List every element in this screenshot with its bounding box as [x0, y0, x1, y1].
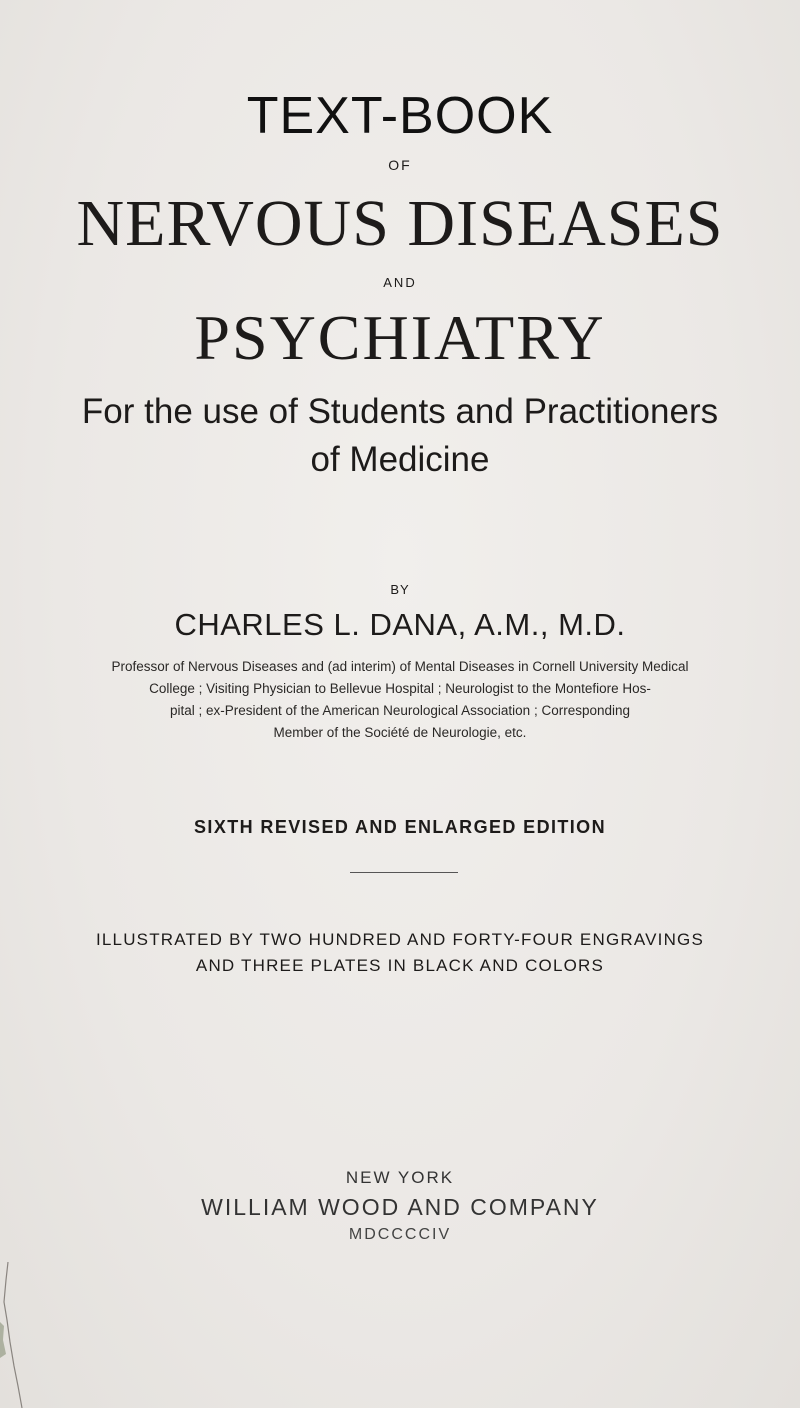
by-label: BY	[390, 582, 410, 597]
page-edge-mark	[0, 1262, 60, 1408]
title-and: AND	[383, 275, 417, 290]
author-name: CHARLES L. DANA, A.M., M.D.	[174, 607, 626, 642]
credentials-line: pital ; ex-President of the American Neurological Association ; Corresponding	[170, 703, 630, 718]
subtitle-line-1: For the use of Students and Practitioners	[81, 392, 719, 431]
credentials-line: Member of the Société de Neurologie, etc.	[273, 725, 527, 740]
illustrations-line-1: ILLUSTRATED BY TWO HUNDRED AND FORTY-FOUR ENGRAVINGS	[95, 930, 705, 949]
title-line-textbook: TEXT-BOOK	[246, 87, 554, 145]
title-of: OF	[388, 157, 412, 173]
title-line-psychiatry: PSYCHIATRY	[194, 302, 606, 373]
credentials-line: College ; Visiting Physician to Bellevue Hospital ; Neurologist to the Montefiore Hos-	[149, 681, 651, 696]
illustrations-line-2: AND THREE PLATES IN BLACK AND COLORS	[195, 956, 605, 975]
credentials-line: Professor of Nervous Diseases and (ad interim) of Mental Diseases in Cornell University Medical	[111, 659, 689, 674]
imprint-publisher: WILLIAM WOOD AND COMPANY	[201, 1194, 599, 1220]
title-line-nervous-diseases: NERVOUS DISEASES	[76, 187, 724, 260]
imprint-date: MDCCCCIV	[348, 1226, 452, 1243]
imprint-place: NEW YORK	[345, 1168, 455, 1187]
edition-statement: SIXTH REVISED AND ENLARGED EDITION	[194, 817, 606, 837]
divider-rule	[350, 872, 458, 873]
subtitle-line-2: of Medicine	[310, 440, 490, 479]
